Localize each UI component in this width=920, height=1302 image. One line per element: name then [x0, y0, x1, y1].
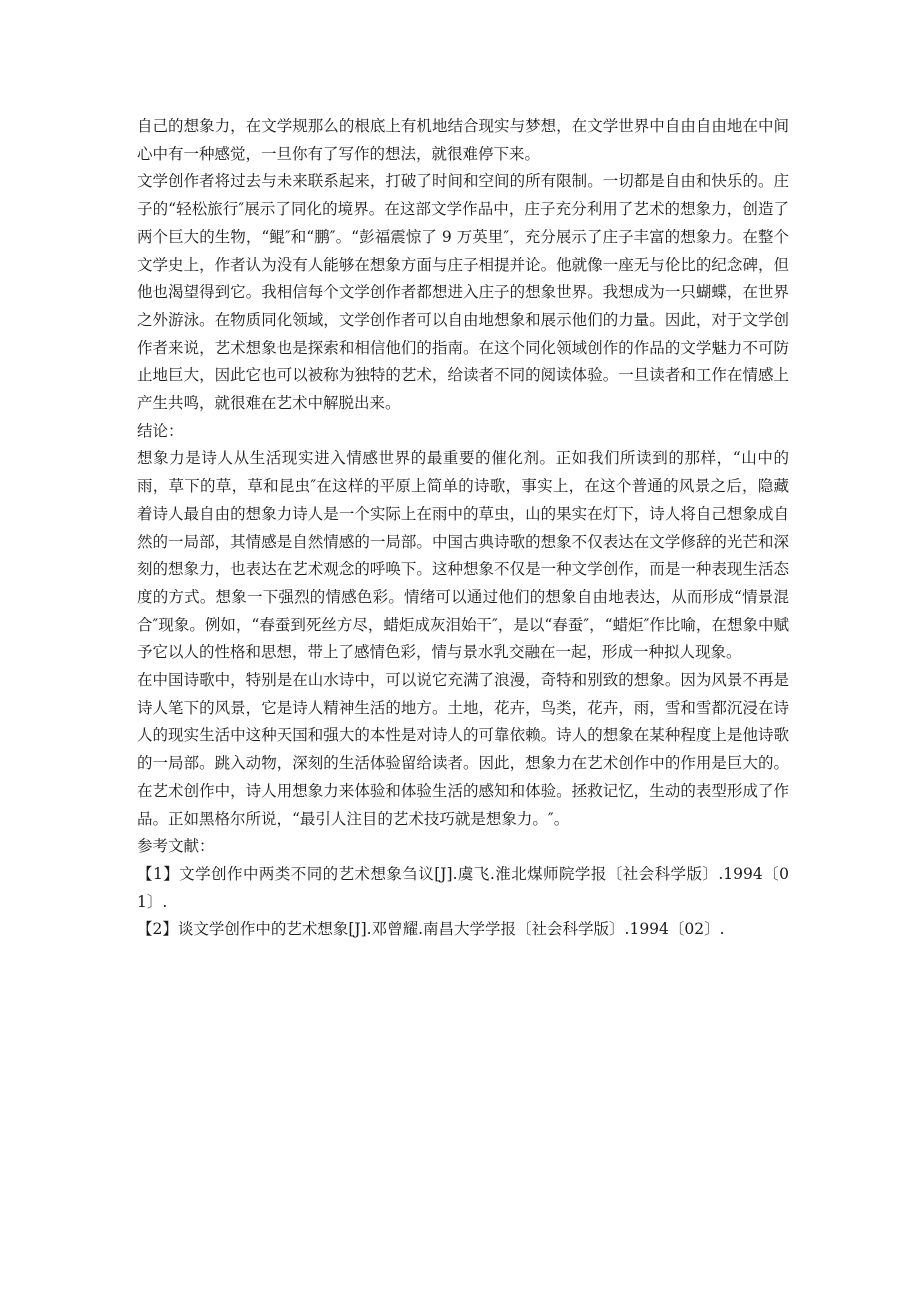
paragraph-conclusion-2: 在中国诗歌中，特别是在山水诗中，可以说它充满了浪漫，奇特和别致的想象。因为风景不再是诗人笔下的风景，它是诗人精神生活的地方。土地，花卉，鸟类，花卉，雨，雪和雪都沉浸在诗人的现实生活中这种天国和强大的本性是对诗人的可靠依赖。诗人的想象在某种程度上是他诗歌的一局部。跳入动物，深刻的生活体验留给读者。因此，想象力在艺术创作中的作用是巨大的。在艺术创作中，诗人用想象力来体验和体验生活的感知和体验。拯救记忆，生动的表型形成了作品。正如黑格尔所说，“最引人注目的艺术技巧就是想象力。″。	[137, 671, 789, 828]
references-heading: 参考文献：	[137, 837, 215, 856]
paragraph-intro: 自己的想象力，在文学规那么的根底上有机地结合现实与梦想，在文学世界中自由自由地在中间心中有一种感觉，一旦你有了写作的想法，就很难停下来。	[137, 117, 789, 163]
reference-item-2: 【2】谈文学创作中的艺术想象[J].邓曾耀.南昌大学学报〔社会科学版〕.1994〔02〕.	[137, 920, 725, 939]
paragraph-conclusion-1: 想象力是诗人从生活现实进入情感世界的最重要的催化剂。正如我们所读到的那样，“山中的雨，草下的草，草和昆虫″在这样的平原上简单的诗歌，事实上，在这个普通的风景之后，隐藏着诗人最自由的想象力诗人是一个实际上在雨中的草虫，山的果实在灯下，诗人将自己想象成自然的一局部，其情感是自然情感的一局部。中国古典诗歌的想象不仅表达在文学修辞的光芒和深刻的想象力，也表达在艺术观念的呼唤下。这种想象不仅是一种文学创作，而是一种表现生活态度的方式。想象一下强烈的情感色彩。情绪可以通过他们的想象自由地表达，从而形成“情景混合″现象。例如，“春蚕到死丝方尽，蜡炬成灰泪始干″，是以“春蚕″，“蜡炬″作比喻，在想象中赋予它以人的性格和思想，带上了感情色彩，情与景水乳交融在一起，形成一种拟人现象。	[137, 449, 789, 662]
document-body	[137, 113, 789, 944]
reference-item-1: 【1】文学创作中两类不同的艺术想象刍议[J].虞飞.淮北煤师院学报〔社会科学版〕.1994〔01〕.	[137, 864, 789, 911]
conclusion-heading: 结论：	[137, 421, 184, 440]
paragraph-zhuangzi: 文学创作者将过去与未来联系起来，打破了时间和空间的所有限制。一切都是自由和快乐的。庄子的“轻松旅行″展示了同化的境界。在这部文学作品中，庄子充分利用了艺术的想象力，创造了两个巨大的生物，“鲲″和“鹏″。“彭福震惊了 9 万英里″，充分展示了庄子丰富的想象力。在整个文学史上，作者认为没有人能够在想象方面与庄子相提并论。他就像一座无与伦比的纪念碑，但他也渴望得到它。我相信每个文学创作者都想进入庄子的想象世界。我想成为一只蝴蝶，在世界之外游泳。在物质同化领域，文学创作者可以自由地想象和展示他们的力量。因此，对于文学创作者来说，艺术想象也是探索和相信他们的指南。在这个同化领域创作的作品的文学魅力不可防止地巨大，因此它也可以被称为独特的艺术，给读者不同的阅读体验。一旦读者和工作在情感上产生共鸣，就很难在艺术中解脱出来。	[137, 172, 789, 413]
